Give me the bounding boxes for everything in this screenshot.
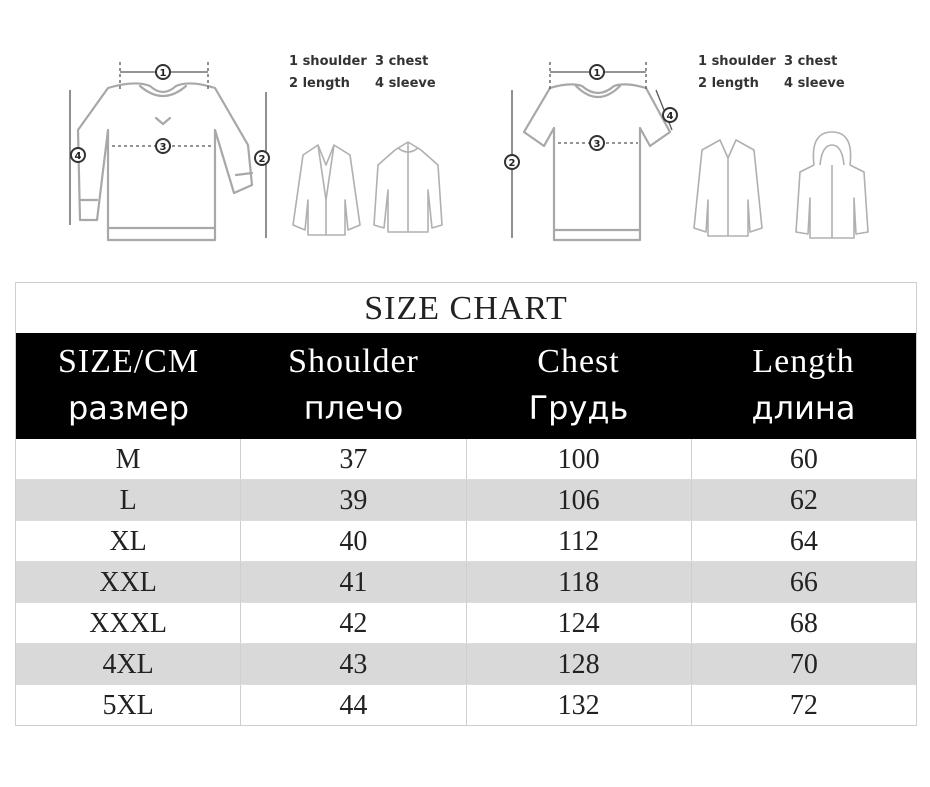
legend-sleeve: 4 sleeve: [375, 76, 436, 91]
marker-3: 3: [593, 139, 601, 150]
marker-3: 3: [159, 142, 167, 153]
legend-sleeve: 4 sleeve: [784, 76, 845, 91]
header-shoulder: [241, 333, 466, 439]
t-shirt-illustration: [470, 0, 930, 270]
cell-chest: 128: [467, 644, 692, 684]
cell-chest: 112: [467, 521, 692, 561]
header-size: [16, 333, 241, 439]
cell-shoulder: 39: [241, 480, 466, 520]
cell-shoulder: 42: [241, 603, 466, 643]
marker-4: 4: [666, 111, 674, 122]
cell-chest: 118: [467, 562, 692, 602]
cell-length: 68: [789, 608, 818, 639]
header-size-en: SIZE/CM: [57, 343, 200, 380]
button-shirt-icon: [694, 140, 762, 236]
cell-size: L: [16, 480, 241, 520]
marker-2: 2: [258, 154, 266, 165]
legend-length: 2 length: [289, 76, 350, 91]
cell-length: 60: [789, 444, 818, 475]
marker-2: 2: [508, 158, 516, 169]
header-chest-en: Chest: [537, 343, 620, 380]
size-chart-title: SIZE CHART: [16, 283, 916, 333]
table-row: [16, 561, 916, 602]
t-shirt-diagram: [470, 0, 930, 270]
blazer-icon: [293, 145, 360, 235]
cell-shoulder: 40: [241, 521, 466, 561]
cell-chest: 106: [467, 480, 692, 520]
cell-length: 70: [789, 649, 818, 680]
cell-size: 4XL: [16, 644, 241, 684]
cell-length: 72: [789, 690, 818, 721]
cell-size: XXL: [16, 562, 241, 602]
header-shoulder-en: Shoulder: [288, 343, 419, 380]
cell-size: 5XL: [16, 685, 241, 725]
cell-shoulder: 41: [241, 562, 466, 602]
table-header: [16, 333, 916, 439]
cell-chest: 100: [467, 439, 692, 479]
cell-shoulder: 44: [241, 685, 466, 725]
measurement-legend-right: [698, 51, 845, 95]
cell-shoulder: 37: [241, 439, 466, 479]
marker-4: 4: [74, 151, 82, 162]
table-row: [16, 479, 916, 520]
cell-length: 62: [789, 485, 818, 516]
table-row: [16, 602, 916, 643]
table-row: [16, 439, 916, 479]
legend-chest: 3 chest: [375, 54, 429, 69]
marker-1: 1: [159, 68, 167, 79]
cell-shoulder: 43: [241, 644, 466, 684]
legend-chest: 3 chest: [784, 54, 838, 69]
cell-length: 64: [789, 526, 818, 557]
cell-size: XL: [16, 521, 241, 561]
header-length: [691, 333, 916, 439]
table-row: [16, 643, 916, 684]
legend-shoulder: 1 shoulder: [698, 54, 776, 69]
zip-jacket-icon: [374, 142, 442, 232]
cell-chest: 132: [467, 685, 692, 725]
size-chart-table: [15, 282, 917, 726]
table-row: [16, 684, 916, 725]
table-row: [16, 520, 916, 561]
cell-chest: 124: [467, 603, 692, 643]
measurement-legend-left: [289, 51, 436, 95]
long-sleeve-shirt-illustration: [0, 0, 470, 270]
header-shoulder-ru: плечо: [303, 389, 404, 427]
header-chest: [466, 333, 691, 439]
long-sleeve-diagram: [0, 0, 470, 270]
cell-size: M: [16, 439, 241, 479]
hoodie-icon: [796, 132, 868, 238]
legend-shoulder: 1 shoulder: [289, 54, 367, 69]
cell-length: 66: [789, 567, 818, 598]
legend-length: 2 length: [698, 76, 759, 91]
header-size-ru: размер: [67, 389, 190, 427]
header-length-ru: длина: [751, 389, 856, 427]
marker-1: 1: [593, 68, 601, 79]
cell-size: XXXL: [16, 603, 241, 643]
header-length-en: Length: [752, 343, 855, 380]
header-chest-ru: Грудь: [528, 389, 629, 427]
